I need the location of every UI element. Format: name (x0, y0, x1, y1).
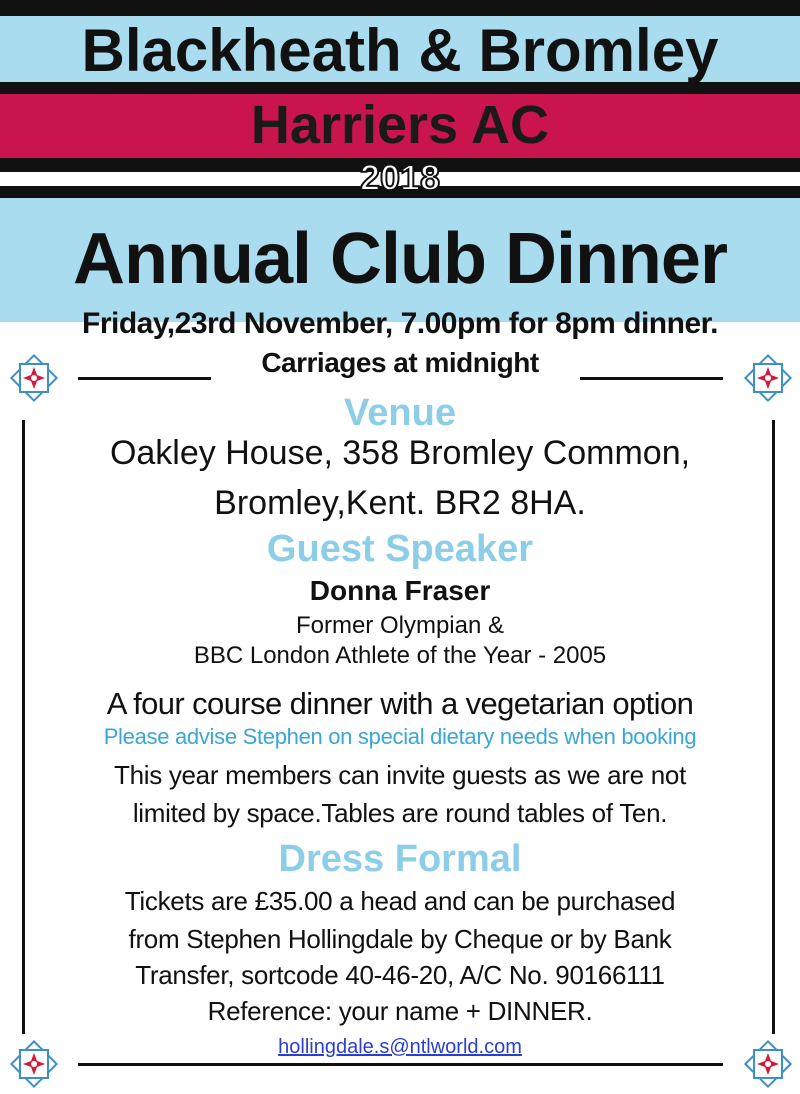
speaker-heading: Guest Speaker (266, 528, 534, 570)
tickets-line1: Tickets are £35.00 a head and can be purchased (124, 886, 676, 916)
venue-address-line1: Oakley House, 358 Bromley Common, (109, 434, 691, 472)
tickets-line3: Transfer, sortcode 40-46-20, A/C No. 90166111 (135, 960, 665, 990)
guests-line2: limited by space.Tables are round tables of Ten. (132, 798, 668, 828)
dietary-note: Please advise Stephen on special dietary needs when booking (103, 724, 697, 749)
carriages-time: Carriages at midnight (261, 347, 539, 378)
event-date-time: Friday,23rd November, 7.00pm for 8pm dinner. (82, 307, 718, 340)
contact-email-link[interactable]: hollingdale.s@ntlworld.com (278, 1036, 522, 1058)
club-name-line2: Harriers AC (250, 95, 550, 155)
event-title: Annual Club Dinner (73, 219, 727, 299)
dress-heading: Dress Formal (278, 838, 522, 880)
venue-heading: Venue (344, 392, 456, 434)
band-black-top (0, 0, 800, 16)
speaker-name: Donna Fraser (309, 575, 491, 606)
speaker-title-line2: BBC London Athlete of the Year - 2005 (193, 642, 607, 669)
contact-email-row (0, 1034, 800, 1060)
venue-address-line2: Bromley,Kent. BR2 8HA. (214, 484, 586, 522)
speaker-title-line1: Former Olympian & (295, 612, 505, 639)
dinner-menu: A four course dinner with a vegetarian option (106, 686, 694, 721)
event-year: 2018 (359, 157, 441, 198)
club-name-line1: Blackheath & Bromley (81, 17, 719, 84)
guests-line1: This year members can invite guests as we are not (113, 760, 686, 790)
tickets-line4: Reference: your name + DINNER. (207, 996, 593, 1026)
frame-bottom (78, 1063, 723, 1066)
tickets-line2: from Stephen Hollingdale by Cheque or by Bank (128, 924, 672, 954)
